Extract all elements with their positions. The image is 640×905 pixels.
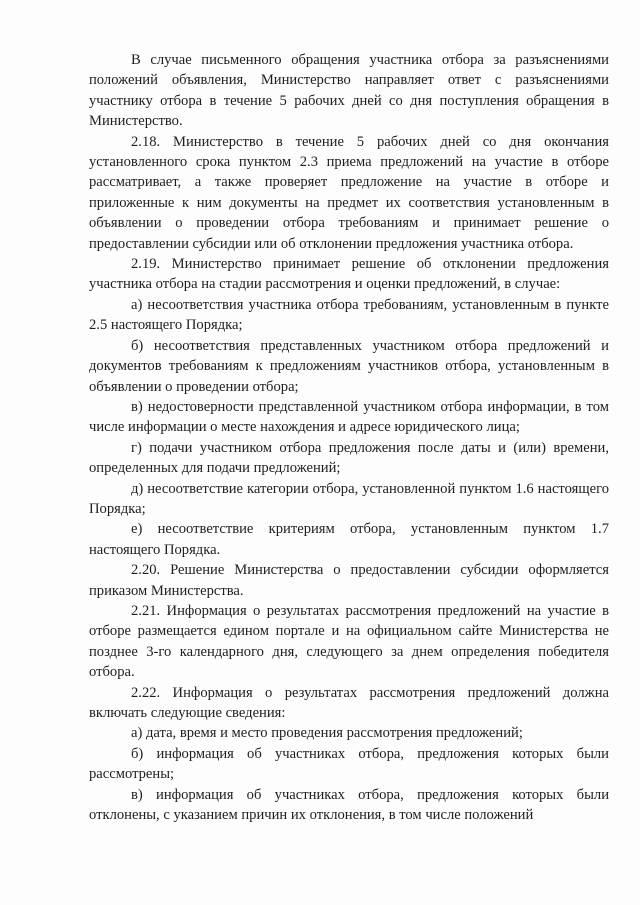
paragraph-2-19: 2.19. Министерство принимает решение об отклонении предложения участника отбора на стадии рассмотрения и оценки предложений, в случае: — [89, 256, 609, 293]
paragraph-2-21: 2.21. Информация о результатах рассмотрения предложений на участие в отборе размещается едином портале и на официальном сайте Министерства не позднее 3-го календарного дня, следующего за днем определения победителя отбора. — [89, 602, 609, 681]
paragraph-2-22: 2.22. Информация о результатах рассмотрения предложений должна включать следующие сведения: — [89, 684, 609, 721]
paragraph-2-18: 2.18. Министерство в течение 5 рабочих дней со дня окончания установленного срока пунктом 2.3 приема предложений на участие в отборе рассматривает, а также проверяет предложение на участие в отборе и приложенные к ним документы на предмет их соответствия установленным в объявлении о проведении отбора требованиям и принимает решение о предоставлении субсидии или об отклонении предложения участника отбора. — [89, 133, 609, 252]
list-item-e: е) несоответствие критериям отбора, установленным пунктом 1.7 настоящего Порядка. — [89, 521, 609, 558]
list-item-2-22-v: в) информация об участниках отбора, предложения которых были отклонены, с указанием причин их отклонения, в том числе положений — [89, 786, 609, 824]
list-item-g: г) подачи участником отбора предложения после даты и (или) времени, определенных для подачи предложений; — [89, 439, 609, 477]
document-page — [89, 50, 609, 825]
list-item-2-22-a: а) дата, время и место проведения рассмотрения предложений; — [131, 725, 523, 742]
list-item-a: а) несоответствия участника отбора требованиям, установленным в пункте 2.5 настоящего Порядка; — [89, 296, 609, 334]
list-item-b: б) несоответствия представленных участником отбора предложений и документов требованиям к предложениям участников отбора, установленным в объявлении о проведении отбора; — [89, 337, 609, 395]
paragraph-2-20: 2.20. Решение Министерства о предоставлении субсидии оформляется приказом Министерства. — [89, 562, 609, 599]
list-item-v: в) недостоверности представленной участником отбора информации, в том числе информации о месте нахождения и адресе юридического лица; — [89, 398, 609, 436]
list-item-d: д) несоответствие категории отбора, установленной пунктом 1.6 настоящего Порядка; — [89, 480, 609, 517]
list-item-2-22-b: б) информация об участниках отбора, предложения которых были рассмотрены; — [89, 745, 609, 783]
paragraph-clarification: В случае письменного обращения участника отбора за разъяснениями положений объявления, Министерство направляет ответ с разъяснениями участнику отбора в течение 5 рабочих дней со дня поступления обращения в Министерство. — [89, 52, 609, 130]
